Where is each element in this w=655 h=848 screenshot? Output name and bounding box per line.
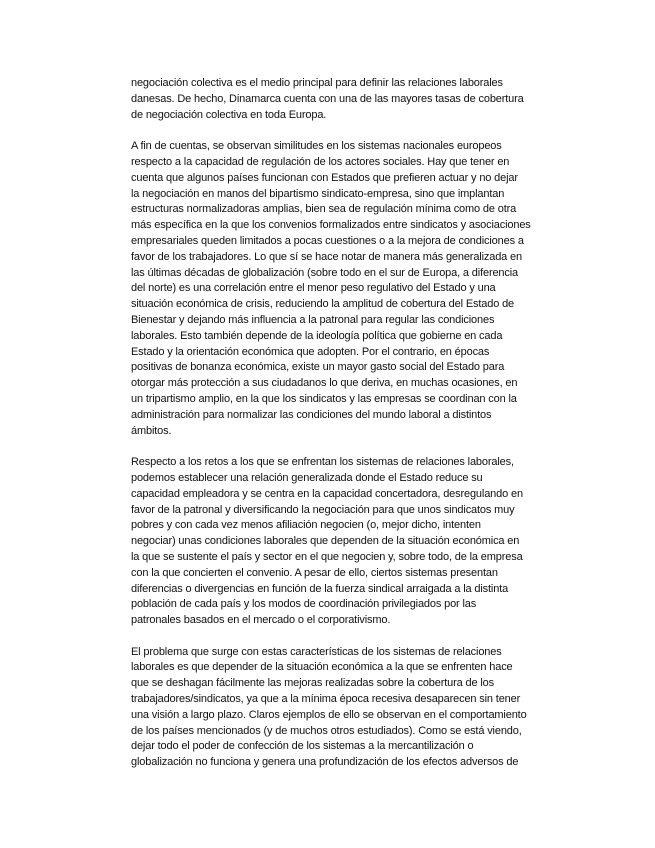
text-line: diferencias o divergencias en función de la fuerza sindical arraigada a la distinta [131, 582, 509, 595]
text-line: negociar) unas condiciones laborales que dependen de la situación económica en [131, 535, 520, 548]
paragraph-gap [131, 629, 561, 645]
paragraph-gap [131, 123, 561, 139]
text-line: favor de la patronal y diversificando la negociación para que unos sindicatos muy [131, 503, 515, 516]
text-line: cuenta que algunos países funcionan con Estados que prefieren actuar y no dejar [131, 171, 518, 184]
text-line: capacidad empleadora y se centra en la capacidad concertadora, desregulando en [131, 487, 523, 500]
text-line: Estado y la orientación económica que adopten. Por el contrario, en épocas [131, 345, 490, 358]
paragraph-2 [131, 139, 561, 439]
text-line: empresariales queden limitados a pocas cuestiones o a la mejora de condiciones a [131, 234, 524, 247]
text-line: dejar todo el poder de confección de los sistemas a la mercantilización o [131, 740, 474, 753]
text-line: globalización no funciona y genera una profundización de los efectos adversos de [131, 756, 519, 769]
text-line: población de cada país y los modos de coordinación privilegiados por las [131, 598, 477, 611]
text-line: negociación colectiva es el medio principal para definir las relaciones laborales [131, 77, 503, 89]
text-line: El problema que surge con estas características de los sistemas de relaciones [131, 645, 502, 658]
text-line: positivas de bonanza económica, existe un mayor gasto social del Estado para [131, 361, 505, 374]
text-line: la que se sustente el país y sector en el que negocien y, sobre todo, de la empresa [131, 550, 523, 563]
text-line: la negociación en manos del bipartismo sindicato-empresa, sino que implantan [131, 187, 505, 200]
text-line: patronales basados en el mercado o el corporativismo. [131, 614, 391, 627]
text-line: administración para normalizar las condiciones del mundo laboral a distintos [131, 408, 492, 421]
text-line: favor de los trabajadores. Lo que sí se hace notar de manera más generalizada en [131, 250, 522, 263]
text-line: más específica en la que los convenios formalizados entre sindicatos y asociaciones [131, 219, 531, 232]
text-line: con la que concierten el convenio. A pesar de ello, ciertos sistemas presentan [131, 566, 498, 579]
text-line: situación económica de crisis, reduciendo la amplitud de cobertura del Estado de [131, 298, 515, 311]
text-line: pobres y con cada vez menos afiliación negocien (o, mejor dicho, intenten [131, 519, 481, 532]
text-line: ámbitos. [131, 424, 172, 437]
text-line: respecto a la capacidad de regulación de los actores sociales. Hay que tener en [131, 155, 510, 168]
text-line: laborales es que depender de la situación económica a la que se enfrenten hace [131, 661, 513, 674]
text-line: que se deshagan fácilmente las mejoras realizadas sobre la cobertura de los [131, 677, 494, 690]
text-line: de los países mencionados (y de muchos otros estudiados). Como se está viendo, [131, 724, 522, 737]
paragraph-gap [131, 439, 561, 455]
text-line: otorgar más protección a sus ciudadanos lo que deriva, en muchas ocasiones, en [131, 377, 518, 390]
text-line: las últimas décadas de globalización (sobre todo en el sur de Europa, a diferencia [131, 266, 518, 279]
text-line: podemos establecer una relación generalizada donde el Estado reduce su [131, 471, 483, 484]
text-line: laborales. Esto también depende de la ideología política que gobierne en cada [131, 329, 503, 342]
text-line: Respecto a los retos a los que se enfrentan los sistemas de relaciones laborales, [131, 456, 514, 469]
text-line: una visión a largo plazo. Claros ejemplos de ello se observan en el comportamiento [131, 708, 527, 721]
paragraph-3 [131, 455, 561, 629]
text-line: danesas. De hecho, Dinamarca cuenta con una de las mayores tasas de cobertura [131, 92, 524, 105]
text-line: A fin de cuentas, se observan similitudes en los sistemas nacionales europeos [131, 140, 502, 153]
paragraph-4 [131, 645, 561, 771]
paragraph-1 [131, 76, 561, 123]
text-line: trabajadores/sindicatos, ya que a la mínima época recesiva desaparecen sin tener [131, 693, 521, 706]
text-line: un tripartismo amplio, en la que los sindicatos y las empresas se coordinan con la [131, 392, 517, 405]
text-line: estructuras normalizadoras amplias, bien sea de regulación mínima como de otra [131, 203, 517, 216]
body-text [131, 76, 561, 771]
text-line: de negociación colectiva en toda Europa. [131, 108, 327, 121]
text-line: del norte) es una correlación entre el menor peso regulativo del Estado y una [131, 282, 496, 295]
text-line: Bienestar y dejando más influencia a la patronal para regular las condiciones [131, 313, 495, 326]
